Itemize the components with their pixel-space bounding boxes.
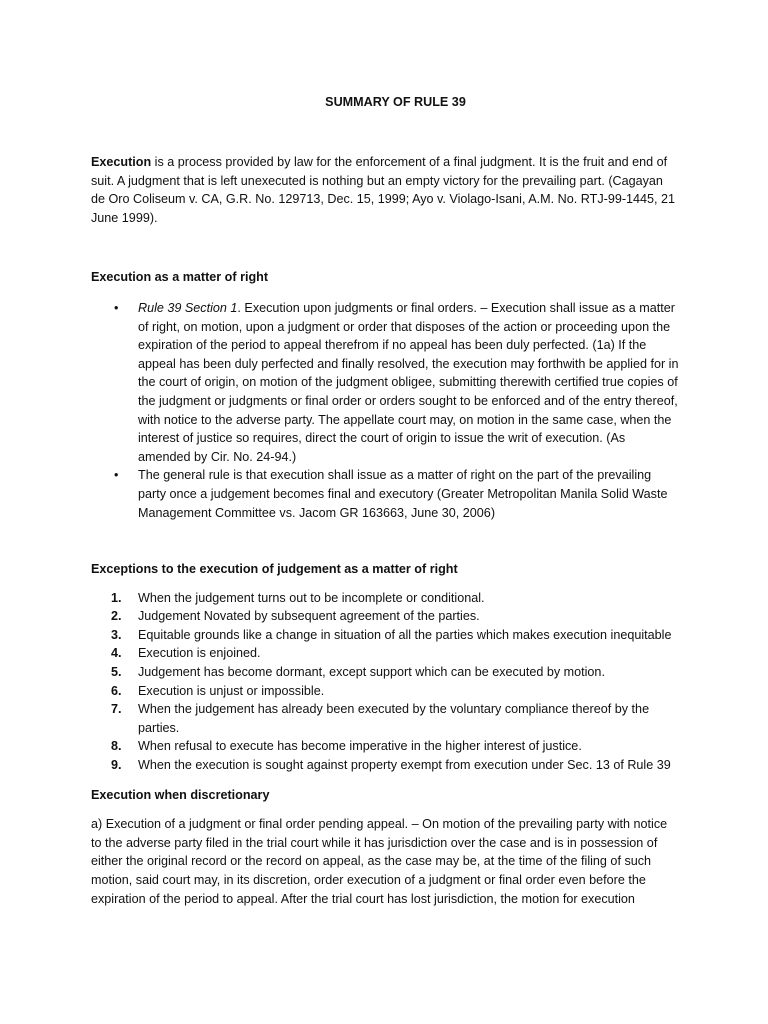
list-item	[111, 607, 680, 626]
list-item	[111, 682, 680, 701]
intro-term: Execution	[91, 155, 152, 169]
exceptions-list	[91, 589, 680, 775]
list-item	[111, 700, 680, 737]
bullet-list-matter-of-right	[91, 299, 680, 522]
list-item	[111, 737, 680, 756]
list-item	[111, 589, 680, 608]
list-number: 2.	[111, 609, 122, 624]
list-number: 7.	[111, 702, 122, 717]
discretionary-paragraph: a) Execution of a judgment or final order pending appeal. – On motion of the prevailing party with notice to the adverse party filed in the trial court while it has jurisdiction over the case and is in possession of either the original record or the record on appeal, as the case may be, at the time of the filing of such motion, said court may, in its discretion, order execution of a judgment or final order even before the expiration of the period to appeal. After the trial court has lost jurisdiction, the motion for execution	[91, 817, 668, 906]
list-text: When the judgement turns out to be incomplete or conditional.	[138, 590, 485, 605]
list-text: Equitable grounds like a change in situation of all the parties which makes execution inequitable	[138, 627, 672, 642]
list-item	[111, 626, 680, 645]
list-text: Judgement Novated by subsequent agreement of the parties.	[138, 609, 480, 624]
list-item	[111, 644, 680, 663]
bullet-marker: •	[114, 468, 119, 483]
list-number: 6.	[111, 683, 122, 698]
list-text: When the execution is sought against property exempt from execution under Sec. 13 of Rule 39	[138, 758, 671, 773]
list-item	[111, 663, 680, 682]
list-number: 5.	[111, 665, 122, 680]
intro-paragraph	[91, 153, 680, 227]
bullet-item	[114, 299, 680, 466]
bullet-marker: •	[114, 300, 119, 315]
list-number: 9.	[111, 758, 122, 773]
list-text: Judgement has become dormant, except support which can be executed by motion.	[138, 665, 605, 680]
list-number: 8.	[111, 739, 122, 754]
heading-exceptions: Exceptions to the execution of judgement as a matter of right	[91, 562, 458, 577]
list-number: 4.	[111, 646, 122, 661]
list-number: 1.	[111, 590, 122, 605]
list-text: When refusal to execute has become imperative in the higher interest of justice.	[138, 739, 582, 754]
bullet-italic-ref: Rule 39 Section 1	[138, 300, 238, 315]
list-text: Execution is unjust or impossible.	[138, 683, 325, 698]
intro-text: is a process provided by law for the enforcement of a final judgment. It is the fruit and end of suit. A judgment that is left unexecuted is nothing but an empty victory for the prevailing part. (Cagayan de Oro Coliseum v. CA, G.R. No. 129713, Dec. 15, 1999; Ayo v. Violago-Isani, A.M. No. RTJ-99-1445, 21 June 1999).	[91, 155, 676, 225]
list-item	[111, 756, 680, 775]
heading-discretionary: Execution when discretionary	[91, 787, 270, 802]
document-title: SUMMARY OF RULE 39	[325, 95, 466, 109]
heading-execution-matter-of-right: Execution as a matter of right	[91, 270, 269, 285]
bullet-text: . Execution upon judgments or final orders. – Execution shall issue as a matter of right, on motion, upon a judgment or order that disposes of the action or proceeding upon the expiration of the period to appeal therefrom if no appeal has been duly perfected. (1a) If the appeal has been duly perfected and finally resolved, the execution may forthwith be applied for in the court of origin, on motion of the judgment obligee, submitting therewith certified true copies of the judgment or judgments or final order or orders sought to be enforced and of the entry thereof, with notice to the adverse party. The appellate court may, on motion in the same case, when the interest of justice so requires, direct the court of origin to issue the writ of execution. (As amended by Cir. No. 24-94.)	[138, 300, 679, 464]
bullet-text: The general rule is that execution shall issue as a matter of right on the part of the prevailing party once a judgement becomes final and executory (Greater Metropolitan Manila Solid Waste Management Committee vs. Jacom GR 163663, June 30, 2006)	[138, 468, 668, 520]
list-number: 3.	[111, 627, 122, 642]
list-text: When the judgement has already been executed by the voluntary compliance thereof by the parties.	[138, 702, 650, 735]
bullet-item	[114, 466, 680, 522]
list-text: Execution is enjoined.	[138, 646, 261, 661]
